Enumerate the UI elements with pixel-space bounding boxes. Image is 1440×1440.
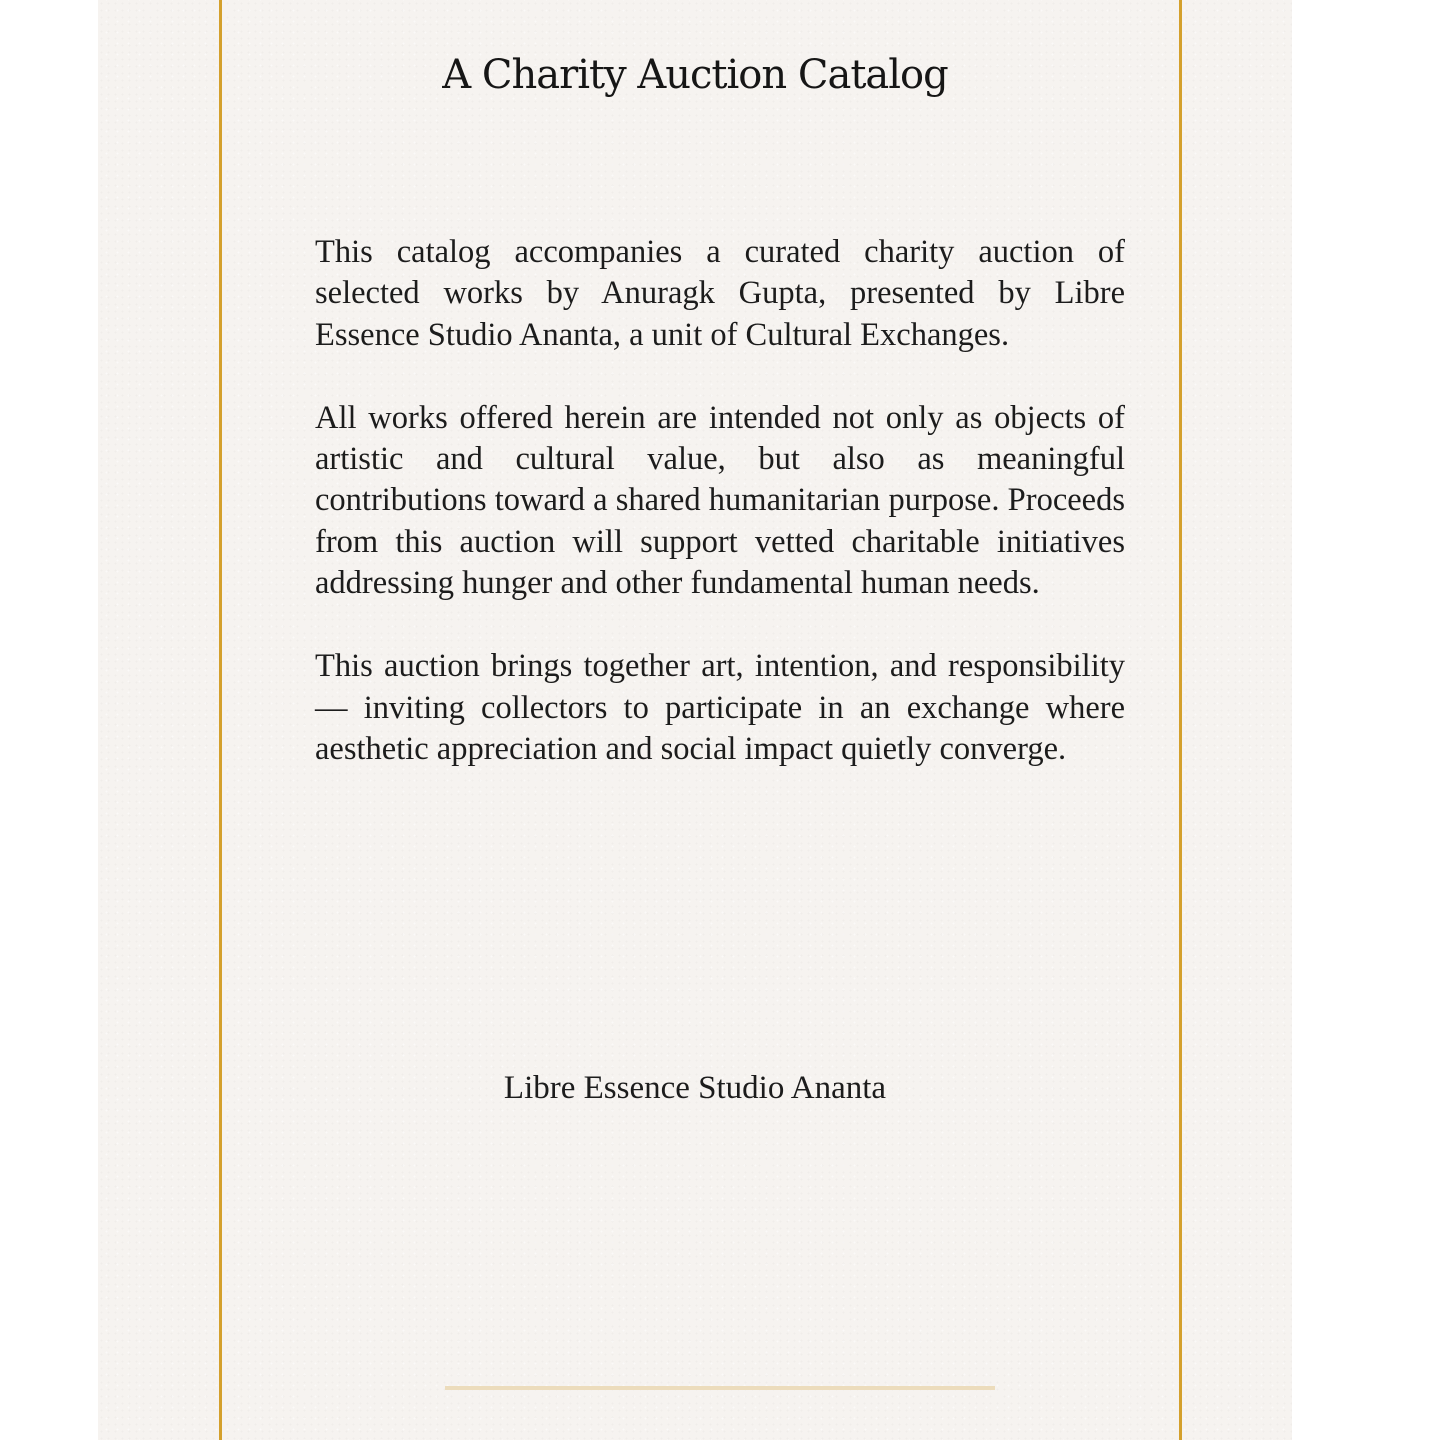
catalog-page — [98, 0, 1292, 1440]
bottom-divider — [445, 1386, 995, 1390]
page-title: A Charity Auction Catalog — [442, 52, 948, 98]
right-gold-border — [1179, 0, 1182, 1440]
paragraph-closing: This auction brings together art, intention, and responsibility — inviting collectors to participate in an exchange where aesthetic appreciation and social impact quietly converge. — [315, 648, 1125, 767]
catalog-introduction — [315, 232, 1125, 812]
studio-signature: Libre Essence Studio Ananta — [503, 1070, 887, 1106]
paragraph-purpose: All works offered herein are intended not only as objects of artistic and cultural value, but also as meaningful contributions toward a shared humanitarian purpose. Proceeds from this auction will support vetted charitable initiatives addressing hunger and other fundamental human needs. — [315, 399, 1125, 602]
paragraph-intro: This catalog accompanies a curated charity auction of selected works by Anuragk Gupta, presented by Libre Essence Studio Ananta, a unit of Cultural Exchanges. — [315, 234, 1125, 353]
left-gold-border — [219, 0, 222, 1440]
